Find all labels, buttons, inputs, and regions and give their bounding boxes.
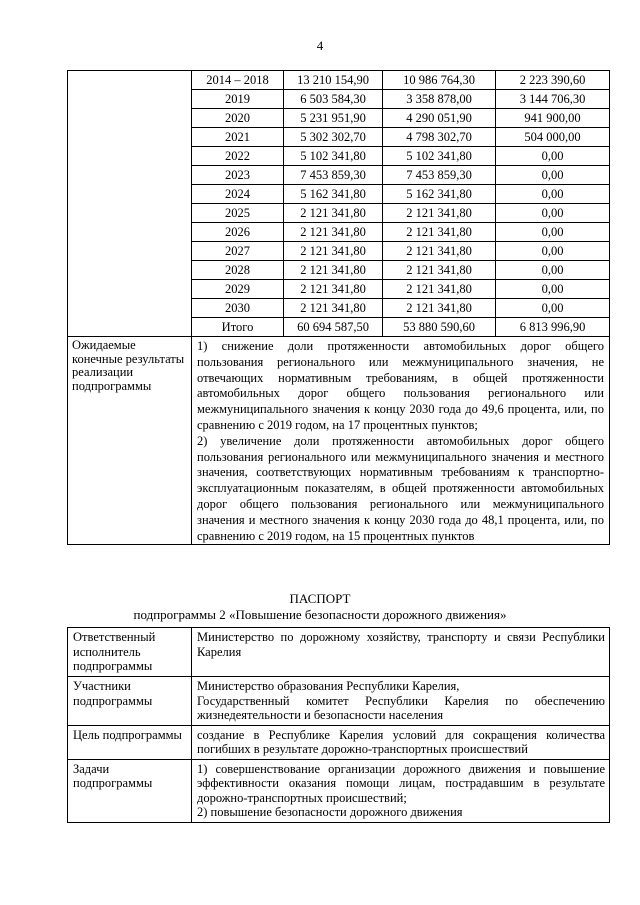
participants-line-2: Государственный комитет Республики Карелия по обеспечению жизнедеятельности и безопасности населения <box>197 693 605 722</box>
finance-year-cell: 2021 <box>192 128 284 147</box>
finance-year-cell: 2026 <box>192 223 284 242</box>
finance-regional-cell: 10 986 764,30 <box>383 71 496 90</box>
finance-federal-cell: 6 813 996,90 <box>496 318 610 337</box>
finance-regional-cell: 2 121 341,80 <box>383 299 496 318</box>
finance-regional-cell: 2 121 341,80 <box>383 223 496 242</box>
finance-federal-cell: 3 144 706,30 <box>496 90 610 109</box>
tasks-value <box>192 759 610 822</box>
finance-year-cell: 2029 <box>192 280 284 299</box>
finance-federal-cell: 0,00 <box>496 261 610 280</box>
results-item-2: 2) увеличение доли протяженности автомобильных дорог общего пользования регионального или межмуниципального значения и местного значения, соответствующих нормативным требованиям к транспортно-эксплуатационным показателям, в общей протяженности автомобильных дорог общего пользования регионального или межмуниципального значения и местного значения к концу 2030 года до 48,1 процента, или, по сравнению с 2019 годом, на 15 процентных пунктов <box>197 433 604 543</box>
finance-year-cell: 2023 <box>192 166 284 185</box>
finance-federal-cell: 941 900,00 <box>496 109 610 128</box>
finance-year-cell: Итого <box>192 318 284 337</box>
finance-regional-cell: 2 121 341,80 <box>383 280 496 299</box>
results-text <box>192 337 610 545</box>
finance-year-cell: 2028 <box>192 261 284 280</box>
finance-total-cell: 5 162 341,80 <box>284 185 383 204</box>
finance-year-cell: 2025 <box>192 204 284 223</box>
finance-federal-cell: 0,00 <box>496 185 610 204</box>
executor-label: Ответственный исполнитель подпрограммы <box>68 628 192 677</box>
finance-row <box>68 71 610 90</box>
finance-total-cell: 6 503 584,30 <box>284 90 383 109</box>
goal-label: Цель подпрограммы <box>68 725 192 759</box>
finance-year-cell: 2027 <box>192 242 284 261</box>
finance-total-cell: 5 231 951,90 <box>284 109 383 128</box>
finance-federal-cell: 0,00 <box>496 166 610 185</box>
finance-regional-cell: 53 880 590,60 <box>383 318 496 337</box>
finance-regional-cell: 4 290 051,90 <box>383 109 496 128</box>
finance-year-cell: 2019 <box>192 90 284 109</box>
finance-federal-cell: 0,00 <box>496 242 610 261</box>
finance-year-cell: 2022 <box>192 147 284 166</box>
tasks-line-2: 2) повышение безопасности дорожного движения <box>197 805 463 819</box>
finance-total-cell: 5 302 302,70 <box>284 128 383 147</box>
results-label: Ожидаемые конечные результаты реализации подпрограммы <box>68 337 192 545</box>
finance-total-cell: 2 121 341,80 <box>284 242 383 261</box>
finance-total-cell: 2 121 341,80 <box>284 280 383 299</box>
finance-federal-cell: 0,00 <box>496 204 610 223</box>
finance-total-cell: 2 121 341,80 <box>284 204 383 223</box>
finance-federal-cell: 0,00 <box>496 223 610 242</box>
executor-value: Министерство по дорожному хозяйству, транспорту и связи Республики Карелия <box>192 628 610 677</box>
passport-subtitle: подпрограммы 2 «Повышение безопасности дорожного движения» <box>133 607 507 622</box>
finance-federal-cell: 2 223 390,60 <box>496 71 610 90</box>
passport-row-tasks <box>68 759 610 822</box>
finance-table-body <box>68 71 610 337</box>
passport-row-executor <box>68 628 610 677</box>
finance-year-cell: 2024 <box>192 185 284 204</box>
passport-row-goal <box>68 725 610 759</box>
passport-row-participants <box>68 677 610 726</box>
finance-left-empty-cell <box>68 71 192 337</box>
passport-heading <box>0 591 640 623</box>
finance-table <box>67 70 610 545</box>
results-row <box>68 337 610 545</box>
finance-regional-cell: 5 162 341,80 <box>383 185 496 204</box>
tasks-line-1: 1) совершенствование организации дорожного движения и повышение эффективности оказания помощи лицам, пострадавшим в результате дорожно-транспортных происшествий; <box>197 761 605 805</box>
tasks-label: Задачи подпрограммы <box>68 759 192 822</box>
results-item-1: 1) снижение доли протяженности автомобильных дорог общего пользования регионального или межмуниципального значения, не отвечающих нормативным требованиям, в общей протяженности автомобильных дорог общего пользования регионального или межмуниципального значения к концу 2030 года до 49,6 процента, или, по сравнению с 2019 годом, на 17 процентных пунктов; <box>197 339 604 432</box>
finance-regional-cell: 7 453 859,30 <box>383 166 496 185</box>
finance-total-cell: 5 102 341,80 <box>284 147 383 166</box>
finance-total-cell: 13 210 154,90 <box>284 71 383 90</box>
finance-total-cell: 60 694 587,50 <box>284 318 383 337</box>
finance-total-cell: 2 121 341,80 <box>284 223 383 242</box>
finance-regional-cell: 3 358 878,00 <box>383 90 496 109</box>
finance-year-cell: 2020 <box>192 109 284 128</box>
finance-federal-cell: 0,00 <box>496 299 610 318</box>
finance-regional-cell: 2 121 341,80 <box>383 261 496 280</box>
finance-year-cell: 2014 – 2018 <box>192 71 284 90</box>
finance-federal-cell: 0,00 <box>496 280 610 299</box>
participants-value <box>192 677 610 726</box>
finance-regional-cell: 2 121 341,80 <box>383 204 496 223</box>
finance-federal-cell: 504 000,00 <box>496 128 610 147</box>
page-number: 4 <box>316 38 324 53</box>
participants-line-1: Министерство образования Республики Карелия, <box>197 679 460 693</box>
goal-value: создание в Республике Карелия условий для сокращения количества погибших в результате дорожно-транспортных происшествий <box>192 725 610 759</box>
passport-table <box>67 627 610 823</box>
finance-year-cell: 2030 <box>192 299 284 318</box>
finance-total-cell: 2 121 341,80 <box>284 261 383 280</box>
finance-total-cell: 2 121 341,80 <box>284 299 383 318</box>
passport-title: ПАСПОРТ <box>289 591 351 606</box>
finance-total-cell: 7 453 859,30 <box>284 166 383 185</box>
participants-label: Участники подпрограммы <box>68 677 192 726</box>
finance-regional-cell: 5 102 341,80 <box>383 147 496 166</box>
finance-regional-cell: 2 121 341,80 <box>383 242 496 261</box>
finance-federal-cell: 0,00 <box>496 147 610 166</box>
finance-regional-cell: 4 798 302,70 <box>383 128 496 147</box>
